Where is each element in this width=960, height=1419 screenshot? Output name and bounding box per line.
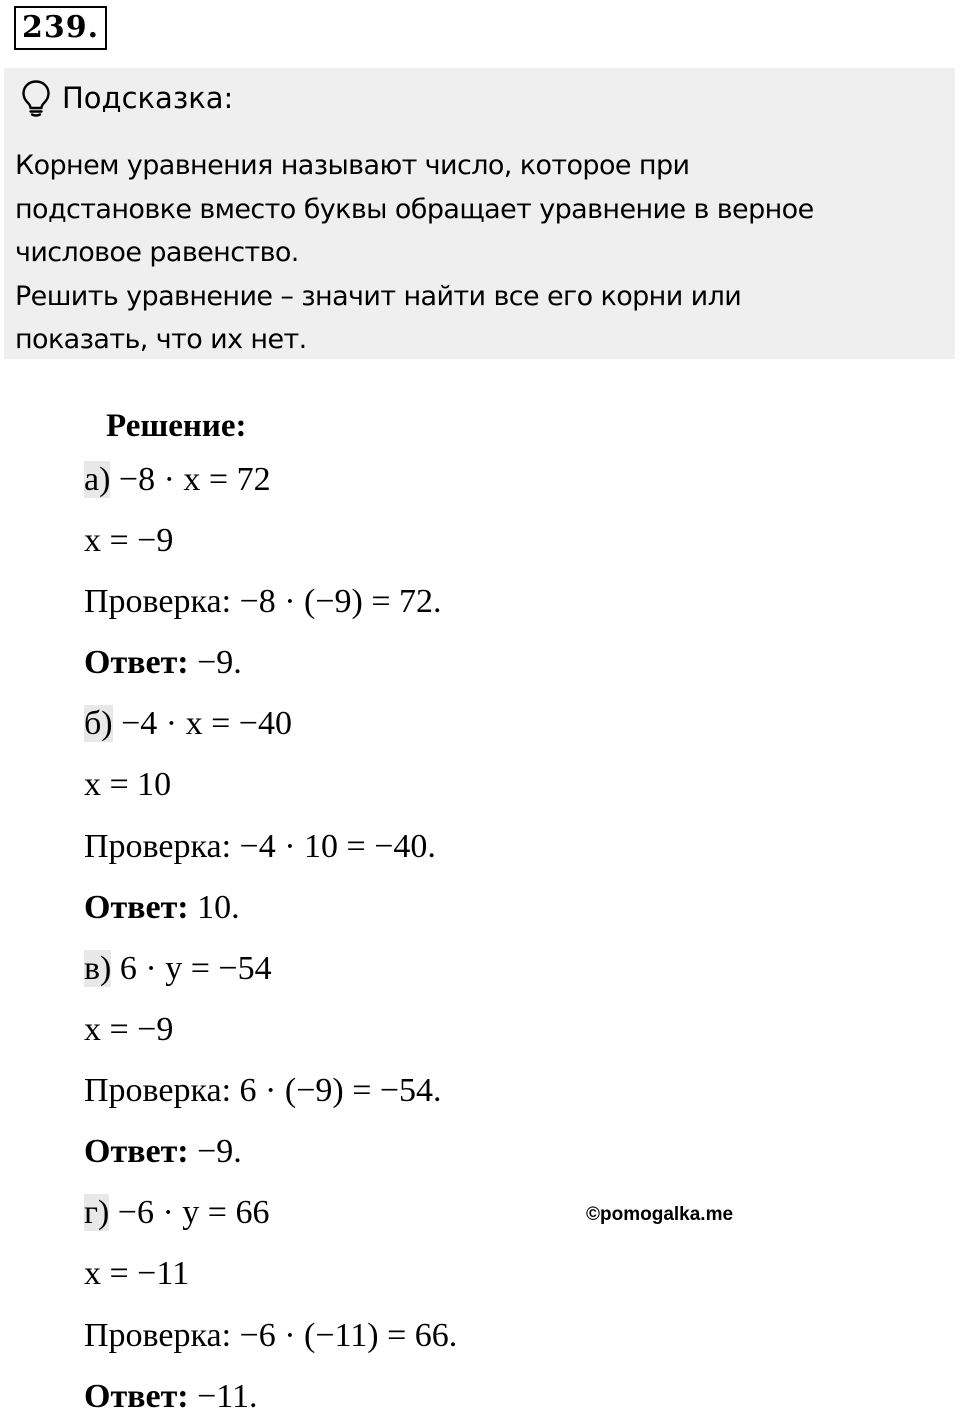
answer-value: −11. bbox=[197, 1378, 258, 1415]
root-line: x = −9 bbox=[84, 1011, 174, 1048]
answer-line bbox=[84, 886, 240, 930]
part-label: б) bbox=[84, 705, 113, 742]
answer-label: Ответ: bbox=[84, 1133, 189, 1170]
check-expression: −6 · (−11) = 66. bbox=[239, 1317, 458, 1354]
root-line: x = −11 bbox=[84, 1255, 190, 1292]
check-label: Проверка: bbox=[84, 583, 232, 620]
equation-line bbox=[84, 702, 292, 746]
check-expression: −4 · 10 = −40. bbox=[239, 828, 436, 865]
hint-title: Подсказка: bbox=[62, 81, 234, 115]
equation-line bbox=[84, 1191, 269, 1235]
answer-line bbox=[84, 1375, 258, 1419]
check-label: Проверка: bbox=[84, 828, 232, 865]
hint-line: подстановке вместо буквы обращает уравнение в верное bbox=[15, 193, 814, 225]
check-line bbox=[84, 580, 442, 624]
equation-line bbox=[84, 947, 272, 991]
answer-value: −9. bbox=[197, 644, 242, 681]
equation: −6 · y = 66 bbox=[117, 1194, 270, 1231]
hint-line: числовое равенство. bbox=[15, 237, 299, 268]
part-label: в) bbox=[84, 950, 112, 987]
hint-line: Решить уравнение – значит найти все его корни или bbox=[15, 280, 742, 312]
hint-line: показать, что их нет. bbox=[15, 324, 307, 355]
answer-line bbox=[84, 641, 242, 685]
lightbulb-icon bbox=[20, 79, 52, 117]
answer-value: −9. bbox=[197, 1133, 242, 1170]
check-label: Проверка: bbox=[84, 1072, 232, 1109]
root-line: x = 10 bbox=[84, 766, 172, 803]
check-label: Проверка: bbox=[84, 1317, 232, 1354]
hint-header bbox=[20, 78, 233, 118]
check-expression: 6 · (−9) = −54. bbox=[239, 1072, 442, 1109]
answer-label: Ответ: bbox=[84, 889, 189, 926]
equation: −8 · x = 72 bbox=[118, 461, 271, 498]
watermark: ©pomogalka.me bbox=[586, 1204, 734, 1225]
answer-label: Ответ: bbox=[84, 644, 189, 681]
equation: −4 · x = −40 bbox=[121, 705, 292, 742]
equation: 6 · y = −54 bbox=[119, 950, 272, 987]
equation-line bbox=[84, 458, 271, 502]
root-line: x = −9 bbox=[84, 522, 174, 559]
task-number: 239. bbox=[14, 6, 107, 50]
solution-title: Решение: bbox=[106, 408, 247, 444]
check-line bbox=[84, 1314, 457, 1358]
answer-value: 10. bbox=[197, 889, 240, 926]
hint-box bbox=[4, 68, 955, 359]
check-line bbox=[84, 1069, 442, 1113]
answer-label: Ответ: bbox=[84, 1378, 189, 1415]
check-expression: −8 · (−9) = 72. bbox=[239, 583, 442, 620]
part-label: г) bbox=[84, 1194, 110, 1231]
answer-line bbox=[84, 1130, 242, 1174]
hint-line: Корнем уравнения называют число, которое при bbox=[15, 150, 690, 181]
part-label: а) bbox=[84, 461, 111, 498]
check-line bbox=[84, 825, 436, 869]
hint-text bbox=[15, 144, 945, 362]
